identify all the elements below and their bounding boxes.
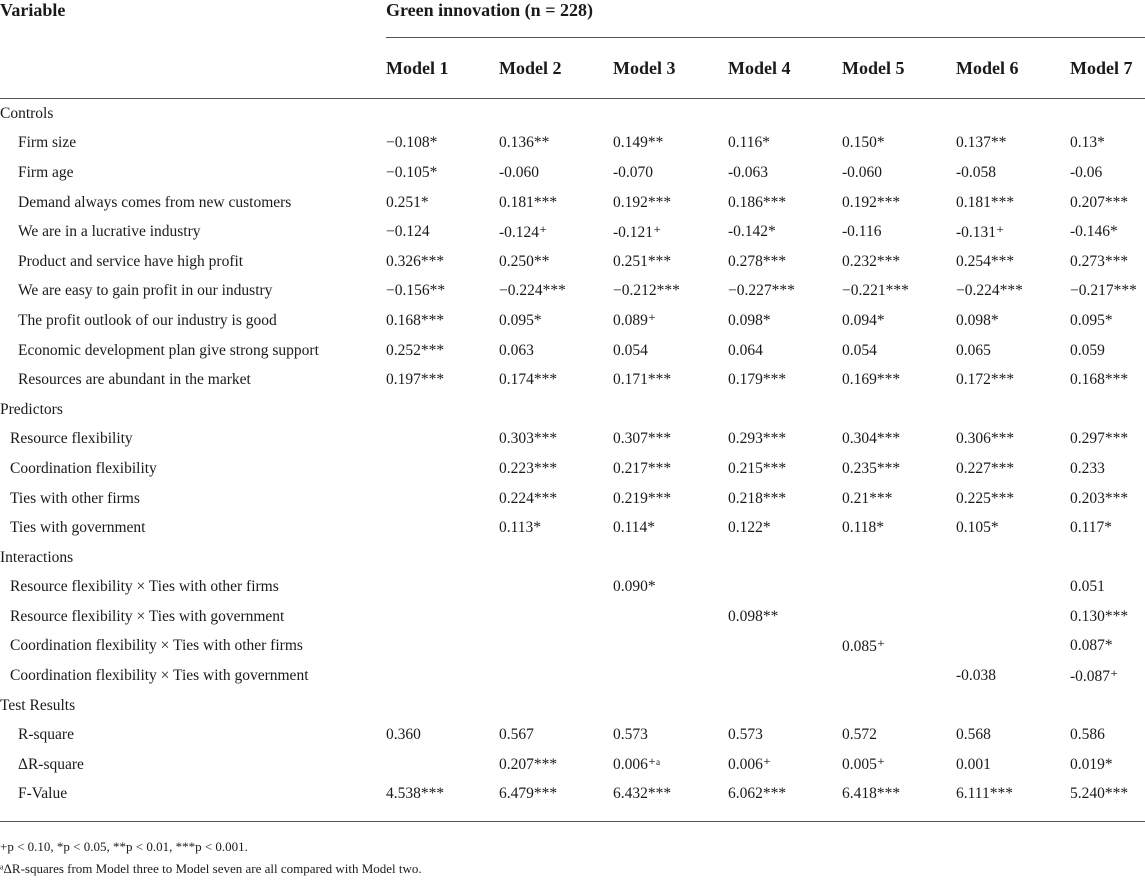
cell-model-1 <box>386 632 499 662</box>
cell-model-7 <box>1070 691 1145 721</box>
cell-model-4: −0.227*** <box>728 282 795 300</box>
row-label: Resource flexibility × Ties with government <box>10 607 285 625</box>
cell-model-4: 0.116* <box>728 134 771 152</box>
table-row <box>0 188 1145 218</box>
cell-model-2: 0.063 <box>499 341 534 359</box>
table-row <box>0 158 1145 188</box>
cell-model-2 <box>499 602 613 632</box>
significance-note: +p < 0.10, *p < 0.05, **p < 0.01, ***p < 0.001. <box>0 839 248 854</box>
model-header: Model 5 <box>842 57 905 78</box>
cell-model-5: 0.304*** <box>842 430 901 448</box>
cell-model-2 <box>499 395 613 425</box>
row-label: Firm age <box>18 163 74 181</box>
cell-model-6: 0.306*** <box>956 430 1015 448</box>
cell-model-3: 0.251*** <box>613 252 672 270</box>
model-header: Model 2 <box>499 57 562 78</box>
model-header: Model 4 <box>728 57 791 78</box>
cell-model-6: 0.105* <box>956 519 999 537</box>
cell-model-7: 0.059 <box>1070 341 1105 359</box>
table-row <box>0 129 1145 159</box>
cell-model-7: -0.087⁺ <box>1070 667 1119 685</box>
table-row <box>0 365 1145 395</box>
cell-model-3: 0.149** <box>613 134 664 152</box>
cell-model-5: 0.094* <box>842 311 885 329</box>
cell-model-7: 0.203*** <box>1070 489 1129 507</box>
cell-model-7: 0.117* <box>1070 519 1113 537</box>
table-row <box>0 573 1145 603</box>
cell-model-7 <box>1070 395 1145 425</box>
cell-model-2: 0.181*** <box>499 193 558 211</box>
section-row <box>0 99 1145 129</box>
cell-model-6: 0.172*** <box>956 371 1015 389</box>
section-label: Test Results <box>0 696 76 714</box>
cell-model-1 <box>386 602 499 632</box>
cell-model-1 <box>386 750 499 780</box>
row-label: Coordination flexibility × Ties with government <box>10 667 309 685</box>
cell-model-7: 0.051 <box>1070 578 1105 596</box>
cell-model-2: 0.095* <box>499 311 542 329</box>
table-row <box>0 217 1145 247</box>
cell-model-2 <box>499 632 613 662</box>
cell-model-4: 0.064 <box>728 341 763 359</box>
model-header: Model 3 <box>613 57 676 78</box>
cell-model-2: 0.567 <box>499 726 534 744</box>
cell-model-7: 0.207*** <box>1070 193 1129 211</box>
cell-model-3: 0.006⁺ᵃ <box>613 756 661 774</box>
cell-model-2 <box>499 99 613 129</box>
cell-model-2: 6.479*** <box>499 780 613 822</box>
variable-header-spacer <box>0 38 386 99</box>
table-row <box>0 661 1145 691</box>
cell-model-7: 5.240*** <box>1070 780 1145 822</box>
cell-model-1: −0.105* <box>386 163 438 181</box>
cell-model-7: 0.297*** <box>1070 430 1129 448</box>
cell-model-2: 0.174*** <box>499 371 558 389</box>
section-row <box>0 543 1145 573</box>
cell-model-4: 0.122* <box>728 519 771 537</box>
cell-model-1: 0.360 <box>386 726 421 744</box>
cell-model-4 <box>728 691 842 721</box>
cell-model-2: 0.207*** <box>499 755 558 773</box>
cell-model-2 <box>499 573 613 603</box>
cell-model-6: 0.001 <box>956 755 991 773</box>
cell-model-3 <box>613 99 728 129</box>
cell-model-5 <box>842 573 956 603</box>
cell-model-6: 0.568 <box>956 726 991 744</box>
cell-model-6 <box>956 395 1070 425</box>
cell-model-3: 0.307*** <box>613 430 672 448</box>
variable-header: Variable <box>0 0 66 20</box>
row-label: We are in a lucrative industry <box>18 223 201 241</box>
cell-model-6: -0.058 <box>956 163 997 181</box>
cell-model-2 <box>499 661 613 691</box>
cell-model-4: 6.062*** <box>728 780 842 822</box>
cell-model-7: 0.095* <box>1070 311 1113 329</box>
cell-model-5: −0.221*** <box>842 282 909 300</box>
cell-model-5 <box>842 395 956 425</box>
row-label: Ties with government <box>10 519 146 537</box>
table-row <box>0 454 1145 484</box>
cell-model-7: 0.087* <box>1070 637 1113 655</box>
model-header: Model 7 <box>1070 57 1133 78</box>
cell-model-1: −0.156** <box>386 282 446 300</box>
cell-model-3: 0.171*** <box>613 371 672 389</box>
cell-model-6: 6.111*** <box>956 780 1070 822</box>
cell-model-3: 6.432*** <box>613 780 728 822</box>
cell-model-3 <box>613 543 728 573</box>
cell-model-3 <box>613 395 728 425</box>
table-row <box>0 632 1145 662</box>
cell-model-5: 6.418*** <box>842 780 956 822</box>
cell-model-5: 0.085⁺ <box>842 637 886 655</box>
cell-model-3: -0.121⁺ <box>613 223 662 241</box>
row-label: Coordination flexibility × Ties with other firms <box>10 637 303 655</box>
cell-model-7: 0.273*** <box>1070 252 1129 270</box>
cell-model-7: 0.019* <box>1070 755 1113 773</box>
cell-model-6 <box>956 691 1070 721</box>
cell-model-3: 0.219*** <box>613 489 672 507</box>
cell-model-1: −0.108* <box>386 134 438 152</box>
cell-model-6 <box>956 99 1070 129</box>
table-row <box>0 336 1145 366</box>
cell-model-3: −0.212*** <box>613 282 680 300</box>
cell-model-5 <box>842 691 956 721</box>
table-row <box>0 277 1145 307</box>
table-notes <box>0 836 422 880</box>
section-row <box>0 395 1145 425</box>
cell-model-6: 0.098* <box>956 311 999 329</box>
cell-model-4: 0.098* <box>728 311 771 329</box>
cell-model-1: 4.538*** <box>386 780 499 822</box>
table-row <box>0 750 1145 780</box>
row-label: Resource flexibility <box>10 430 133 448</box>
table-row <box>0 425 1145 455</box>
cell-model-5: 0.192*** <box>842 193 901 211</box>
cell-model-4 <box>728 99 842 129</box>
cell-model-3: 0.217*** <box>613 459 672 477</box>
cell-model-5: -0.060 <box>842 163 883 181</box>
cell-model-7: 0.586 <box>1070 726 1105 744</box>
cell-model-6: −0.224*** <box>956 282 1023 300</box>
cell-model-6: 0.181*** <box>956 193 1015 211</box>
cell-model-1: 0.168*** <box>386 311 445 329</box>
cell-model-3: -0.070 <box>613 163 654 181</box>
cell-model-4: 0.573 <box>728 726 763 744</box>
cell-model-1: 0.326*** <box>386 252 445 270</box>
row-label: The profit outlook of our industry is good <box>18 311 277 329</box>
cell-model-1 <box>386 484 499 514</box>
row-label: Firm size <box>18 134 77 152</box>
table-row <box>0 306 1145 336</box>
cell-model-1 <box>386 691 499 721</box>
cell-model-5 <box>842 661 956 691</box>
cell-model-5: 0.21*** <box>842 489 893 507</box>
cell-model-4 <box>728 661 842 691</box>
cell-model-5: 0.118* <box>842 519 885 537</box>
cell-model-6: 0.065 <box>956 341 991 359</box>
section-label: Controls <box>0 104 54 122</box>
group-header: Green innovation (n = 228) <box>386 0 1145 38</box>
cell-model-3: 0.054 <box>613 341 648 359</box>
cell-model-7: 0.233 <box>1070 459 1105 477</box>
model-header: Model 6 <box>956 57 1019 78</box>
row-label: We are easy to gain profit in our industry <box>18 282 273 300</box>
cell-model-7: 0.130*** <box>1070 607 1129 625</box>
cell-model-4: 0.006⁺ <box>728 756 772 774</box>
cell-model-4 <box>728 395 842 425</box>
cell-model-2: −0.224*** <box>499 282 566 300</box>
cell-model-7: −0.217*** <box>1070 282 1137 300</box>
cell-model-1 <box>386 454 499 484</box>
cell-model-3: 0.573 <box>613 726 648 744</box>
cell-model-4 <box>728 573 842 603</box>
cell-model-3 <box>613 602 728 632</box>
cell-model-4 <box>728 632 842 662</box>
cell-model-2: -0.124⁺ <box>499 223 548 241</box>
section-label: Interactions <box>0 548 74 566</box>
section-label: Predictors <box>0 400 63 418</box>
cell-model-1: 0.197*** <box>386 371 445 389</box>
section-row <box>0 691 1145 721</box>
cell-model-5: 0.169*** <box>842 371 901 389</box>
cell-model-3: 0.089⁺ <box>613 312 657 330</box>
cell-model-1 <box>386 425 499 455</box>
cell-model-5: 0.054 <box>842 341 877 359</box>
cell-model-6 <box>956 602 1070 632</box>
cell-model-1 <box>386 99 499 129</box>
row-label: ΔR-square <box>18 755 84 773</box>
cell-model-6: -0.131⁺ <box>956 223 1005 241</box>
cell-model-1: 0.252*** <box>386 341 445 359</box>
cell-model-2: 0.113* <box>499 519 542 537</box>
cell-model-7 <box>1070 543 1145 573</box>
cell-model-4: 0.179*** <box>728 371 787 389</box>
cell-model-5: 0.235*** <box>842 459 901 477</box>
footnote-a: ᵃΔR-squares from Model three to Model seven are all compared with Model two. <box>0 861 422 876</box>
row-label: Demand always comes from new customers <box>18 193 292 211</box>
cell-model-3 <box>613 661 728 691</box>
row-label: Resource flexibility × Ties with other firms <box>10 578 279 596</box>
row-label: R-square <box>18 726 74 744</box>
cell-model-7 <box>1070 99 1145 129</box>
cell-model-5: 0.232*** <box>842 252 901 270</box>
cell-model-7: -0.146* <box>1070 223 1118 241</box>
cell-model-2: 0.223*** <box>499 459 558 477</box>
cell-model-2 <box>499 543 613 573</box>
row-label: Resources are abundant in the market <box>18 371 251 389</box>
cell-model-4: 0.215*** <box>728 459 787 477</box>
cell-model-4: 0.293*** <box>728 430 787 448</box>
row-label: Economic development plan give strong support <box>18 341 319 359</box>
cell-model-7: 0.168*** <box>1070 371 1129 389</box>
cell-model-6: 0.225*** <box>956 489 1015 507</box>
cell-model-2: 0.136** <box>499 134 550 152</box>
cell-model-4 <box>728 543 842 573</box>
cell-model-2 <box>499 691 613 721</box>
cell-model-3: 0.114* <box>613 519 656 537</box>
cell-model-1 <box>386 543 499 573</box>
cell-model-2: 0.224*** <box>499 489 558 507</box>
row-label: F-Value <box>0 780 386 822</box>
cell-model-4: 0.098** <box>728 607 779 625</box>
cell-model-5 <box>842 99 956 129</box>
cell-model-3: 0.192*** <box>613 193 672 211</box>
cell-model-3 <box>613 691 728 721</box>
cell-model-1 <box>386 513 499 543</box>
cell-model-7: -0.06 <box>1070 163 1103 181</box>
table-row <box>0 247 1145 277</box>
cell-model-1: 0.251* <box>386 193 429 211</box>
table-row <box>0 513 1145 543</box>
cell-model-1 <box>386 573 499 603</box>
cell-model-2: 0.303*** <box>499 430 558 448</box>
model-header: Model 1 <box>386 57 449 78</box>
cell-model-6 <box>956 573 1070 603</box>
cell-model-4: 0.218*** <box>728 489 787 507</box>
cell-model-4: 0.186*** <box>728 193 787 211</box>
cell-model-5 <box>842 543 956 573</box>
cell-model-5: 0.005⁺ <box>842 756 886 774</box>
cell-model-6 <box>956 543 1070 573</box>
cell-model-6: -0.038 <box>956 667 997 685</box>
cell-model-1 <box>386 661 499 691</box>
cell-model-3 <box>613 632 728 662</box>
cell-model-5: 0.150* <box>842 134 885 152</box>
row-label: Coordination flexibility <box>10 459 157 477</box>
table-row <box>0 484 1145 514</box>
cell-model-5: 0.572 <box>842 726 877 744</box>
cell-model-5 <box>842 602 956 632</box>
cell-model-1: −0.124 <box>386 223 430 241</box>
cell-model-6: 0.254*** <box>956 252 1015 270</box>
cell-model-6: 0.227*** <box>956 459 1015 477</box>
cell-model-7: 0.13* <box>1070 134 1105 152</box>
table-row <box>0 602 1145 632</box>
cell-model-4: -0.142* <box>728 223 776 241</box>
cell-model-4: 0.278*** <box>728 252 787 270</box>
row-label: Product and service have high profit <box>18 252 244 270</box>
cell-model-2: 0.250** <box>499 252 550 270</box>
cell-model-4: -0.063 <box>728 163 769 181</box>
cell-model-6: 0.137** <box>956 134 1007 152</box>
table-row <box>0 780 1145 822</box>
cell-model-1 <box>386 395 499 425</box>
cell-model-2: -0.060 <box>499 163 540 181</box>
cell-model-6 <box>956 632 1070 662</box>
cell-model-5: -0.116 <box>842 223 882 241</box>
table-row <box>0 720 1145 750</box>
row-label: Ties with other firms <box>10 489 140 507</box>
cell-model-3: 0.090* <box>613 578 656 596</box>
